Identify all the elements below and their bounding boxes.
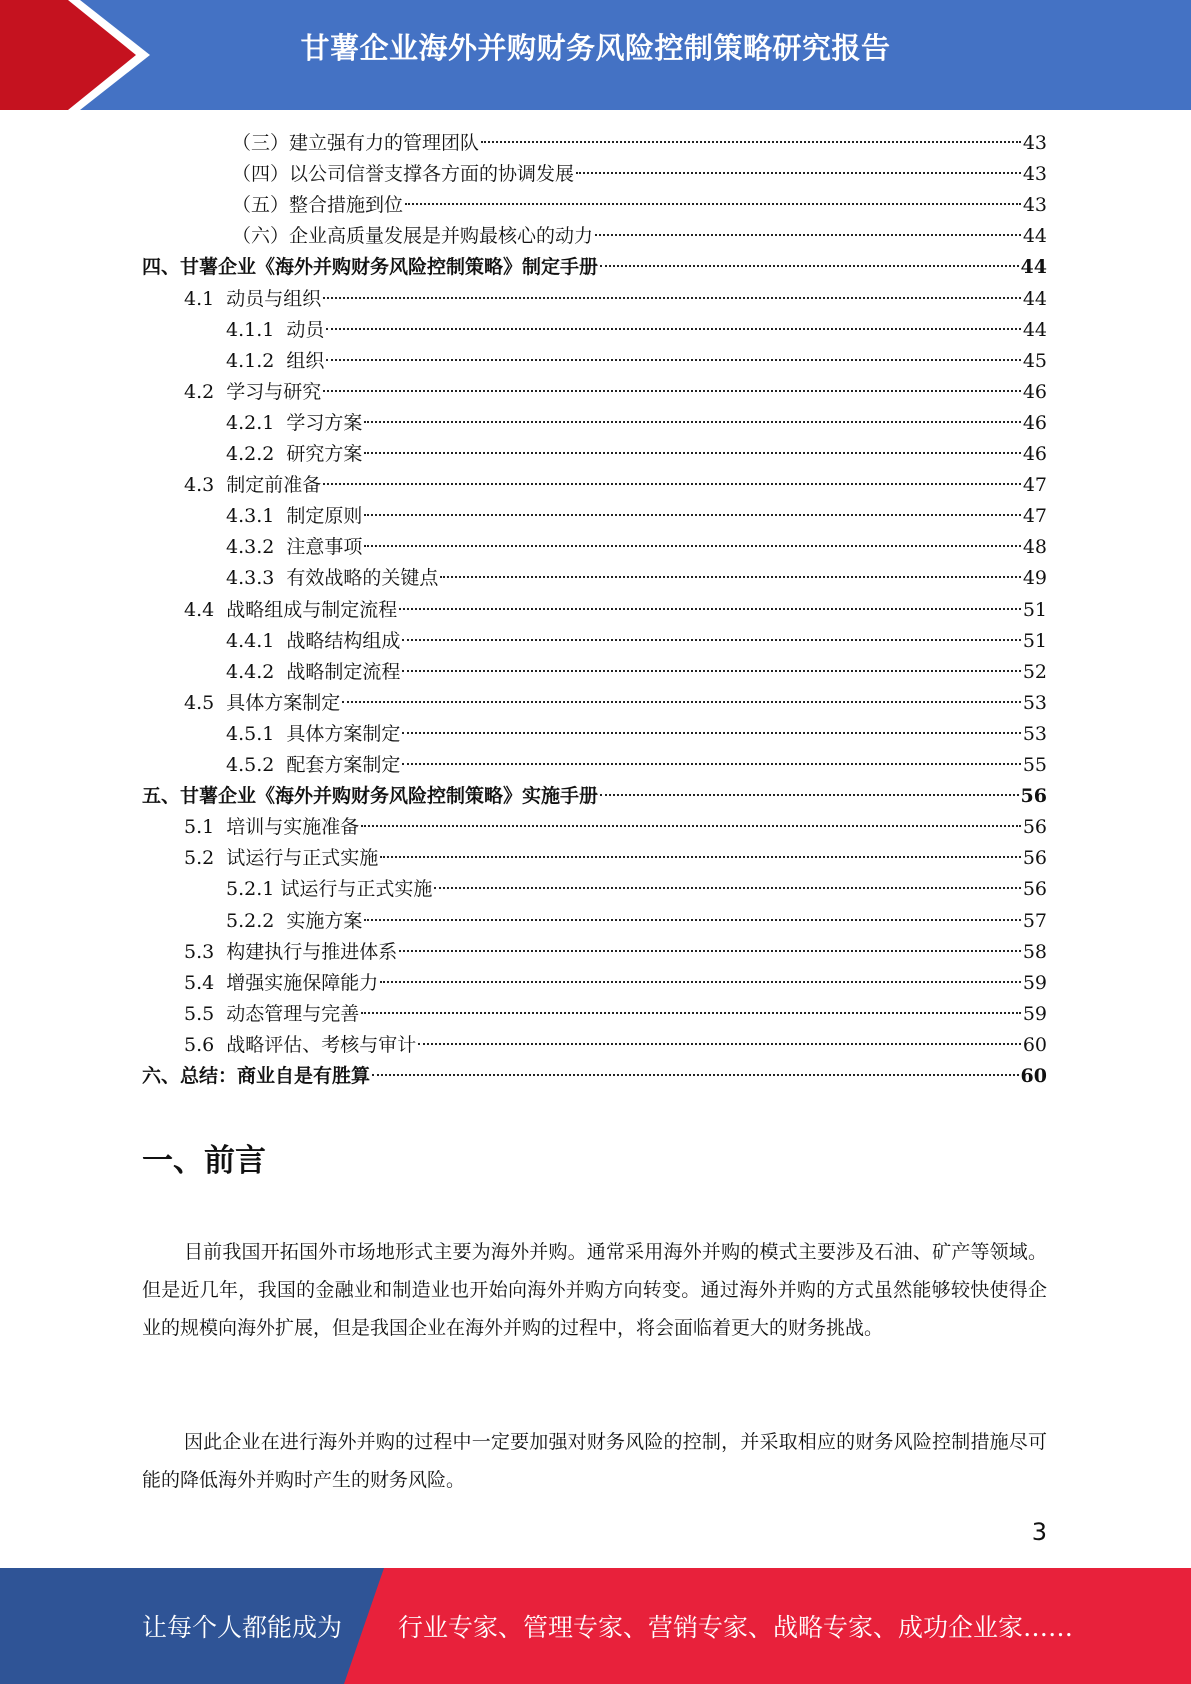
toc-entry-page: 43 xyxy=(1022,132,1047,154)
toc-entry-page: 55 xyxy=(1022,754,1047,776)
toc-entry[interactable] xyxy=(226,346,1047,377)
toc-entry[interactable] xyxy=(226,439,1047,470)
toc-entry-page: 51 xyxy=(1022,598,1047,621)
toc-dot-leader xyxy=(402,763,1020,765)
toc-entry-label: 4.3 制定前准备 xyxy=(184,474,322,497)
toc-entry[interactable] xyxy=(226,750,1047,781)
toc-entry-label: （三）建立强有力的管理团队 xyxy=(232,132,480,154)
section-heading: 一、前言 xyxy=(142,1143,266,1179)
toc-dot-leader xyxy=(418,1043,1021,1045)
toc-entry-label: 5.2 试运行与正式实施 xyxy=(184,847,379,870)
toc-dot-leader xyxy=(323,297,1021,299)
toc-entry-label: 六、总结：商业自是有胜算 xyxy=(142,1065,371,1087)
toc-entry-page: 60 xyxy=(1022,1033,1047,1056)
toc-dot-leader xyxy=(364,452,1020,454)
toc-entry-label: 4.4.2 战略制定流程 xyxy=(226,660,401,683)
toc-entry-label: 4.4.1 战略结构组成 xyxy=(226,629,401,652)
toc-entry-label: 4.5 具体方案制定 xyxy=(184,691,341,714)
toc-dot-leader xyxy=(323,390,1021,392)
toc-entry[interactable] xyxy=(232,190,1047,221)
toc-entry-page: 58 xyxy=(1022,940,1047,963)
toc-entry[interactable] xyxy=(226,874,1047,905)
toc-entry-page: 46 xyxy=(1022,443,1047,465)
toc-entry[interactable] xyxy=(142,781,1047,812)
toc-entry-page: 44 xyxy=(1020,256,1047,279)
toc-entry[interactable] xyxy=(184,812,1047,843)
toc-dot-leader xyxy=(402,732,1020,734)
toc-dot-leader xyxy=(372,1074,1019,1076)
toc-dot-leader xyxy=(434,887,1020,889)
toc-entry-label: 5.2.1 试运行与正式实施 xyxy=(226,878,433,901)
toc-dot-leader xyxy=(323,483,1021,485)
toc-entry-page: 44 xyxy=(1022,287,1047,310)
toc-dot-leader xyxy=(380,981,1021,983)
toc-dot-leader xyxy=(402,670,1020,672)
toc-entry[interactable] xyxy=(142,1061,1047,1092)
toc-entry[interactable] xyxy=(226,315,1047,346)
toc-entry-label: 4.2.1 学习方案 xyxy=(226,411,363,434)
toc-entry-page: 46 xyxy=(1022,380,1047,403)
toc-entry[interactable] xyxy=(226,906,1047,937)
toc-entry[interactable] xyxy=(226,532,1047,563)
toc-entry-page: 59 xyxy=(1022,1002,1047,1025)
toc-dot-leader xyxy=(380,856,1021,858)
toc-entry[interactable] xyxy=(226,626,1047,657)
toc-entry-label: 5.5 动态管理与完善 xyxy=(184,1002,360,1025)
toc-entry-label: 五、甘薯企业《海外并购财务风险控制策略》实施手册 xyxy=(142,785,599,808)
toc-entry-label: 4.4 战略组成与制定流程 xyxy=(184,598,398,621)
toc-entry-page: 49 xyxy=(1022,567,1047,590)
toc-entry[interactable] xyxy=(232,128,1047,159)
toc-entry[interactable] xyxy=(184,688,1047,719)
report-title: 甘薯企业海外并购财务风险控制策略研究报告 xyxy=(300,31,891,65)
footer-slogan-right: 行业专家、管理专家、营销专家、战略专家、成功企业家…… xyxy=(398,1613,1074,1642)
toc-entry[interactable] xyxy=(184,999,1047,1030)
toc-dot-leader xyxy=(600,265,1019,267)
toc-entry-page: 44 xyxy=(1022,318,1047,341)
toc-entry-page: 56 xyxy=(1022,878,1047,901)
toc-dot-leader xyxy=(361,1012,1021,1014)
toc-entry-label: 5.3 构建执行与推进体系 xyxy=(184,940,398,963)
toc-entry[interactable] xyxy=(232,221,1047,252)
toc-entry-label: 5.2.2 实施方案 xyxy=(226,909,363,932)
toc-dot-leader xyxy=(326,328,1020,330)
toc-entry[interactable] xyxy=(184,937,1047,968)
toc-dot-leader xyxy=(326,359,1020,361)
toc-entry-page: 52 xyxy=(1022,660,1047,683)
toc-dot-leader xyxy=(576,172,1021,174)
toc-entry[interactable] xyxy=(142,252,1047,283)
toc-entry-label: （五）整合措施到位 xyxy=(232,194,404,217)
toc-entry[interactable] xyxy=(226,657,1047,688)
toc-entry-page: 60 xyxy=(1020,1065,1047,1087)
toc-entry-label: 4.3.2 注意事项 xyxy=(226,536,363,559)
toc-entry-page: 59 xyxy=(1022,971,1047,994)
toc-entry-label: 4.3.1 制定原则 xyxy=(226,505,363,528)
page-footer xyxy=(0,1568,1191,1684)
toc-entry-page: 47 xyxy=(1022,474,1047,497)
toc-entry-page: 45 xyxy=(1022,349,1047,372)
toc-entry-label: 4.1.2 组织 xyxy=(226,349,325,372)
toc-entry-page: 56 xyxy=(1020,785,1047,808)
toc-entry[interactable] xyxy=(184,470,1047,501)
toc-entry[interactable] xyxy=(184,377,1047,408)
toc-entry[interactable] xyxy=(184,284,1047,315)
toc-entry-label: （四）以公司信誉支撑各方面的协调发展 xyxy=(232,163,575,186)
toc-entry-page: 53 xyxy=(1022,691,1047,714)
toc-entry[interactable] xyxy=(226,501,1047,532)
toc-dot-leader xyxy=(595,234,1021,236)
toc-entry-page: 51 xyxy=(1022,629,1047,652)
toc-entry-page: 44 xyxy=(1022,225,1047,248)
toc-entry-label: 4.3.3 有效战略的关键点 xyxy=(226,567,439,590)
toc-entry-label: 4.5.1 具体方案制定 xyxy=(226,722,401,745)
toc-entry-label: 5.1 培训与实施准备 xyxy=(184,816,360,839)
toc-dot-leader xyxy=(364,919,1020,921)
toc-entry-page: 56 xyxy=(1022,847,1047,870)
toc-dot-leader xyxy=(364,545,1020,547)
toc-entry[interactable] xyxy=(226,563,1047,594)
toc-entry[interactable] xyxy=(184,968,1047,999)
footer-slogan-left: 让每个人都能成为 xyxy=(142,1613,343,1642)
toc-entry-page: 46 xyxy=(1022,411,1047,434)
toc-dot-leader xyxy=(405,203,1021,205)
toc-dot-leader xyxy=(600,794,1019,796)
toc-dot-leader xyxy=(364,514,1020,516)
toc-entry[interactable] xyxy=(184,1030,1047,1061)
toc-dot-leader xyxy=(399,608,1021,610)
toc-entry[interactable] xyxy=(232,159,1047,190)
toc-entry-label: 4.1.1 动员 xyxy=(226,318,325,341)
toc-entry-label: 4.2.2 研究方案 xyxy=(226,443,363,465)
toc-entry-page: 53 xyxy=(1022,722,1047,745)
toc-entry-label: 4.2 学习与研究 xyxy=(184,380,322,403)
page-header xyxy=(0,0,1191,110)
toc-entry-label: 5.6 战略评估、考核与审计 xyxy=(184,1033,417,1056)
toc-entry-label: 四、甘薯企业《海外并购财务风险控制策略》制定手册 xyxy=(142,256,599,279)
toc-entry-label: （六）企业高质量发展是并购最核心的动力 xyxy=(232,225,594,248)
toc-dot-leader xyxy=(361,825,1021,827)
toc-entry-page: 43 xyxy=(1022,163,1047,186)
toc-entry[interactable] xyxy=(184,843,1047,874)
toc-dot-leader xyxy=(402,639,1020,641)
toc-dot-leader xyxy=(399,950,1021,952)
toc-entry-label: 4.1 动员与组织 xyxy=(184,287,322,310)
toc-dot-leader xyxy=(440,576,1020,578)
body-paragraph: 目前我国开拓国外市场地形式主要为海外并购。通常采用海外并购的模式主要涉及石油、矿产等领域。但是近几年，我国的金融业和制造业也开始向海外并购方向转变。通过海外并购的方式虽然能够较快使得企业的规模向海外扩展，但是我国企业在海外并购的过程中，将会面临着更大的财务挑战。 xyxy=(142,1241,1047,1339)
page-number: 3 xyxy=(1031,1518,1047,1546)
toc-dot-leader xyxy=(364,421,1020,423)
toc-entry-page: 48 xyxy=(1022,536,1047,559)
toc-dot-leader xyxy=(342,701,1021,703)
body-paragraph: 因此企业在进行海外并购的过程中一定要加强对财务风险的控制，并采取相应的财务风险控制措施尽可能的降低海外并购时产生的财务风险。 xyxy=(142,1431,1047,1491)
toc-entry[interactable] xyxy=(184,595,1047,626)
toc-entry[interactable] xyxy=(226,408,1047,439)
toc-entry-page: 57 xyxy=(1022,909,1047,932)
toc-dot-leader xyxy=(481,141,1021,143)
toc-entry-page: 43 xyxy=(1022,194,1047,217)
toc-entry[interactable] xyxy=(226,719,1047,750)
toc-entry-page: 56 xyxy=(1022,816,1047,839)
toc-entry-label: 5.4 增强实施保障能力 xyxy=(184,971,379,994)
toc-entry-label: 4.5.2 配套方案制定 xyxy=(226,754,401,776)
toc-entry-page: 47 xyxy=(1022,505,1047,528)
